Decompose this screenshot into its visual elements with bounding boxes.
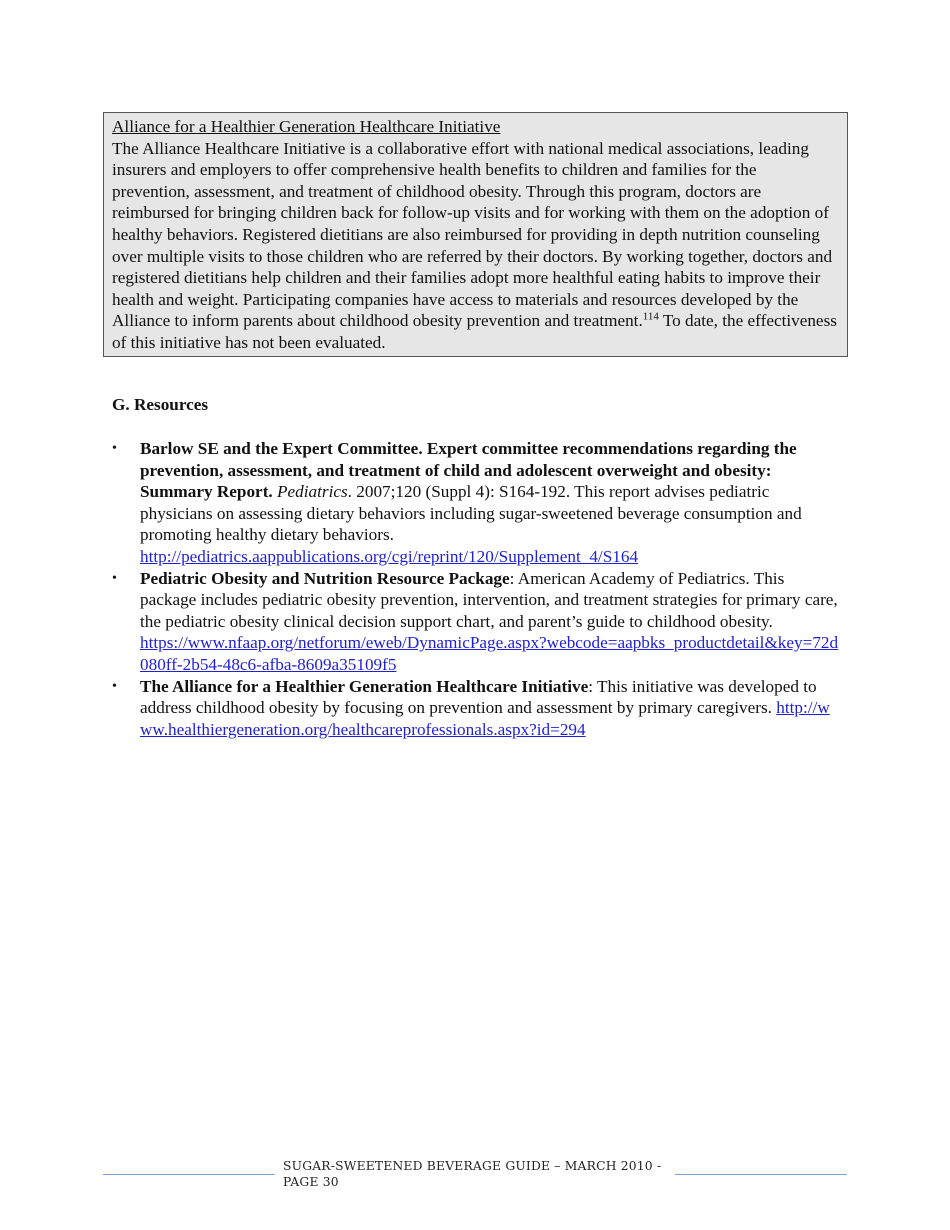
callout-reference-number: 114: [642, 310, 659, 323]
resource-title: Barlow SE and the Expert Committee. Expert committee recommendations regarding the prevention, assessment, and treatment of child and adolescent overweight and obesity: Summary Report.: [140, 439, 797, 502]
resource-description: : This initiative was developed to address childhood obesity by focusing on prevention and assessment by primary caregivers.: [140, 676, 817, 718]
resource-link[interactable]: http://pediatrics.aappublications.org/cgi/reprint/120/Supplement_4/S164: [140, 546, 639, 566]
callout-body-text-end: To date, the effectiveness of this initiative has not been evaluated.: [112, 311, 837, 352]
bullet-icon: •: [112, 678, 117, 694]
resource-description: : American Academy of Pediatrics. This package includes pediatric obesity prevention, intervention, and treatment strategies for primary care, the pediatric obesity clinical decision support chart, and parent’s guide to childhood obesity.: [140, 568, 838, 631]
callout-body-text: The Alliance Healthcare Initiative is a collaborative effort with national medical associations, leading insurers and employers to offer comprehensive health benefits to children and families for the prevention, assessment, and treatment of childhood obesity. Through this program, doctors are reimbursed for bringing children back for follow-up visits and for working with them on the adoption of healthy behaviors. Registered dietitians are also reimbursed for providing in depth nutrition counseling over multiple visits to those children who are referred by their doctors. By working together, doctors and registered dietitians help children and their families adopt more healthful eating habits to improve their health and weight. Participating companies have access to materials and resources developed by the Alliance to inform parents about childhood obesity prevention and treatment.: [112, 138, 833, 331]
resources-list: [112, 438, 842, 740]
callout-title: Alliance for a Healthier Generation Healthcare Initiative: [112, 117, 501, 136]
footer-text: SUGAR-SWEETENED BEVERAGE GUIDE – MARCH 2010 -PAGE 30: [283, 1159, 662, 1189]
bullet-icon: •: [112, 570, 117, 586]
bullet-icon: •: [112, 441, 117, 456]
resource-title: Pediatric Obesity and Nutrition Resource Package: [140, 568, 510, 588]
resource-item-aap-package: [112, 568, 842, 676]
resource-link[interactable]: https://www.nfaap.org/netforum/eweb/DynamicPage.aspx?webcode=aapbks_productdetail&key=72d080ff-2b54-48c6-afba-8609a35109f5: [140, 633, 839, 674]
footer-rule-right: [675, 1174, 847, 1175]
callout-body: [112, 139, 837, 352]
initiative-callout-box: [103, 112, 848, 357]
journal-name: Pediatrics: [277, 482, 348, 502]
resource-title: The Alliance for a Healthier Generation Healthcare Initiative: [140, 676, 589, 696]
resource-item-alliance: [112, 676, 842, 741]
resource-link[interactable]: http://www.healthiergeneration.org/healthcareprofessionals.aspx?id=294: [140, 698, 830, 739]
footer-rule-left: [103, 1174, 275, 1175]
section-heading: G. Resources: [112, 395, 209, 414]
page-footer: [0, 1158, 950, 1198]
resource-description: . 2007;120 (Suppl 4): S164-192. This report advises pediatric physicians on assessing dietary behaviors including sugar-sweetened beverage consumption and promoting healthy dietary behaviors.: [140, 482, 802, 545]
resource-item-barlow: [112, 438, 842, 568]
